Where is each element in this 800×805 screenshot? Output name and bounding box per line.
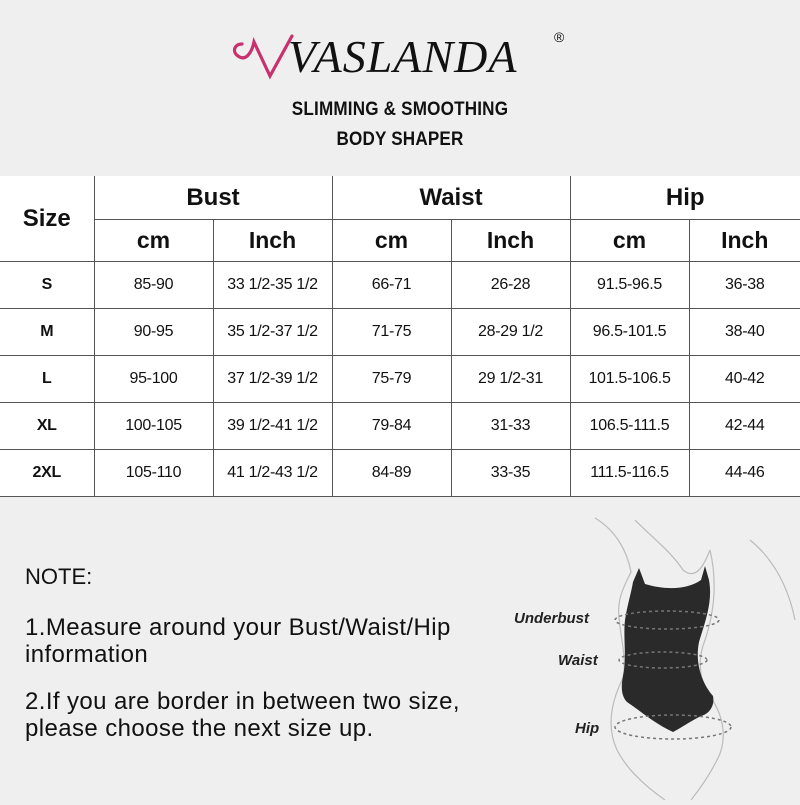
note-item-1-line-a: 1.Measure around your Bust/Waist/Hip bbox=[25, 614, 451, 641]
unit-header: Inch bbox=[689, 220, 800, 262]
bodysuit-shape bbox=[622, 566, 714, 732]
waist-cm-cell: 71-75 bbox=[332, 309, 451, 356]
bust-cm-cell: 100-105 bbox=[94, 403, 213, 450]
unit-header: cm bbox=[570, 220, 689, 262]
brand-v-swash bbox=[235, 36, 292, 76]
hip-inch-cell: 40-42 bbox=[689, 356, 800, 403]
waist-cm-cell: 79-84 bbox=[332, 403, 451, 450]
bust-inch-cell: 37 1/2-39 1/2 bbox=[213, 356, 332, 403]
hip-cm-cell: 106.5-111.5 bbox=[570, 403, 689, 450]
note-heading: NOTE: bbox=[25, 564, 93, 589]
bust-cm-cell: 90-95 bbox=[94, 309, 213, 356]
body-shaper-figure-icon bbox=[505, 510, 800, 800]
waist-cm-cell: 84-89 bbox=[332, 450, 451, 497]
table-row bbox=[0, 356, 800, 403]
note-item-1 bbox=[25, 614, 505, 668]
hip-cm-cell: 111.5-116.5 bbox=[570, 450, 689, 497]
bust-inch-cell: 33 1/2-35 1/2 bbox=[213, 262, 332, 309]
hip-cm-cell: 101.5-106.5 bbox=[570, 356, 689, 403]
hip-cm-cell: 91.5-96.5 bbox=[570, 262, 689, 309]
hip-inch-cell: 36-38 bbox=[689, 262, 800, 309]
unit-header: Inch bbox=[213, 220, 332, 262]
underbust-label: Underbust bbox=[514, 610, 589, 627]
waist-cm-cell: 75-79 bbox=[332, 356, 451, 403]
size-cell: S bbox=[0, 262, 94, 309]
bust-inch-cell: 35 1/2-37 1/2 bbox=[213, 309, 332, 356]
note-item-2 bbox=[25, 688, 505, 742]
unit-header: Inch bbox=[451, 220, 570, 262]
hip-label: Hip bbox=[575, 720, 600, 737]
waist-inch-cell: 33-35 bbox=[451, 450, 570, 497]
table-row bbox=[0, 309, 800, 356]
waist-label: Waist bbox=[558, 652, 598, 669]
bust-cm-cell: 105-110 bbox=[94, 450, 213, 497]
product-subtitle-line1: SLIMMING & SMOOTHING bbox=[291, 99, 509, 120]
hip-cm-cell: 96.5-101.5 bbox=[570, 309, 689, 356]
brand-name-text: VASLANDA bbox=[288, 31, 518, 82]
hip-group-header: Hip bbox=[570, 176, 800, 220]
table-row bbox=[0, 450, 800, 497]
hip-inch-cell: 38-40 bbox=[689, 309, 800, 356]
unit-header: cm bbox=[332, 220, 451, 262]
size-chart-table bbox=[0, 176, 800, 497]
unit-header: cm bbox=[94, 220, 213, 262]
size-column-header: Size bbox=[0, 176, 94, 262]
brand-logo-graphic bbox=[230, 22, 570, 84]
hip-inch-cell: 44-46 bbox=[689, 450, 800, 497]
registered-mark: ® bbox=[554, 29, 565, 45]
note-item-2-line-b: please choose the next size up. bbox=[25, 715, 374, 742]
waist-inch-cell: 26-28 bbox=[451, 262, 570, 309]
brand-logo bbox=[0, 22, 800, 84]
body-measurement-illustration bbox=[505, 510, 800, 800]
size-cell: L bbox=[0, 356, 94, 403]
bust-inch-cell: 39 1/2-41 1/2 bbox=[213, 403, 332, 450]
note-item-2-line-a: 2.If you are border in between two size, bbox=[25, 688, 460, 715]
waist-group-header: Waist bbox=[332, 176, 570, 220]
product-subtitle-line2: BODY SHAPER bbox=[336, 129, 464, 150]
bust-cm-cell: 85-90 bbox=[94, 262, 213, 309]
size-cell: XL bbox=[0, 403, 94, 450]
waist-inch-cell: 29 1/2-31 bbox=[451, 356, 570, 403]
size-cell: M bbox=[0, 309, 94, 356]
table-row bbox=[0, 403, 800, 450]
size-cell: 2XL bbox=[0, 450, 94, 497]
waist-inch-cell: 28-29 1/2 bbox=[451, 309, 570, 356]
waist-cm-cell: 66-71 bbox=[332, 262, 451, 309]
waist-inch-cell: 31-33 bbox=[451, 403, 570, 450]
table-row bbox=[0, 262, 800, 309]
hip-inch-cell: 42-44 bbox=[689, 403, 800, 450]
note-item-1-line-b: information bbox=[25, 641, 149, 668]
bust-group-header: Bust bbox=[94, 176, 332, 220]
bust-inch-cell: 41 1/2-43 1/2 bbox=[213, 450, 332, 497]
bust-cm-cell: 95-100 bbox=[94, 356, 213, 403]
